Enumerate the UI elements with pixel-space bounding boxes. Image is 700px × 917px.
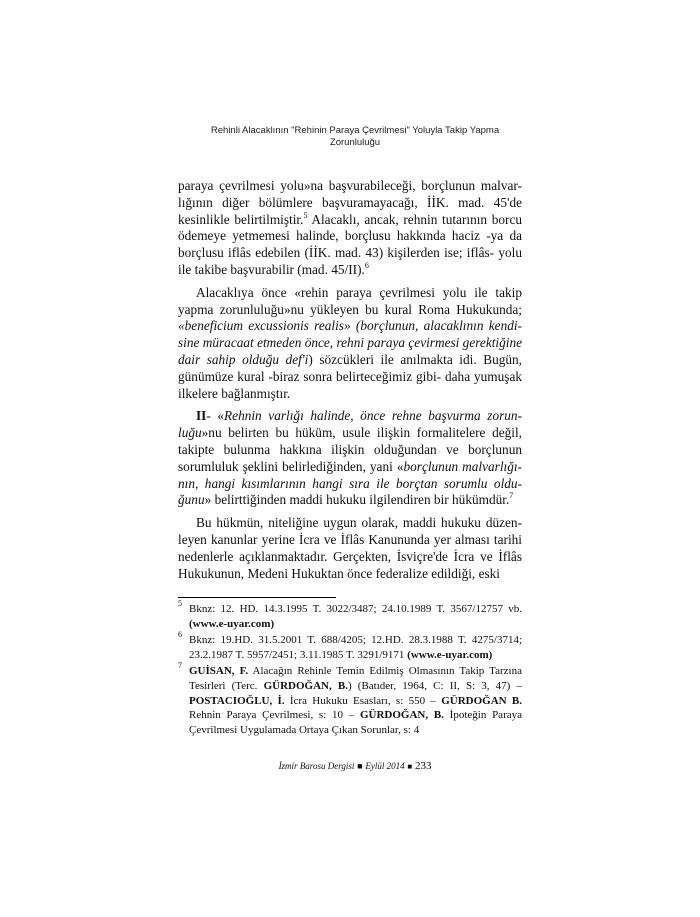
text-line xyxy=(189,679,522,694)
text-line xyxy=(178,566,522,583)
footnote-number: 6 xyxy=(178,630,182,640)
text-span: Rehnin varlığı halinde, önce rehne başvurma zorun- xyxy=(224,408,523,424)
text-span: ) (Batıder, 1964, C: II, S: 3, 47) – xyxy=(347,679,522,692)
text-span: GÜRDOĞAN, B. xyxy=(263,679,348,692)
text-span: Rehnin Paraya Çevrilmesi, s: 10 – xyxy=(189,709,360,722)
bullet: ■ xyxy=(407,762,413,771)
text-line xyxy=(189,694,522,709)
text-line xyxy=(178,425,522,442)
text-span: yapma zorunluluğu»nu yükleyen bu kural Roma Hukukunda; xyxy=(178,301,522,317)
footnotes xyxy=(178,599,522,739)
text-line xyxy=(189,723,522,738)
text-span: günümüze kural -biraz sonra belirteceğimiz gibi- daha yumuşak xyxy=(178,368,522,384)
text-line xyxy=(178,285,522,302)
text-span: Tesirleri (Terc. xyxy=(189,679,264,692)
text-span: GÜRDOĞAN, B. xyxy=(359,709,444,722)
text-span: Çevrilmesi Uygulamada Ortaya Çıkan Sorunlar, s: 4 xyxy=(189,723,420,736)
header-line-1: Rehinli Alacaklının "Rehinin Paraya Çevrilmesi" Yoluyla Takip Yapma xyxy=(210,125,500,136)
bullet: ■ xyxy=(357,761,363,771)
issue-date: Eylül 2014 xyxy=(365,761,405,771)
text-line xyxy=(178,212,522,229)
footnote-ref: 5 xyxy=(303,210,308,220)
text-span: Alacağın Rehinle Temin Edilmiş Olmasının Takip Tarzına xyxy=(248,665,522,678)
page-number: 233 xyxy=(414,760,432,772)
text-span: İcra Hukuku Esasları, s: 550 – xyxy=(284,694,442,707)
text-line xyxy=(178,178,522,195)
text-span: »nu belirten bu hüküm, usule ilişkin formalitelere değil, xyxy=(201,425,522,441)
footnote-ref: 7 xyxy=(509,491,514,501)
paragraph xyxy=(178,515,522,582)
text-line xyxy=(178,549,522,566)
footnote-ref: 6 xyxy=(364,260,369,270)
body-text xyxy=(178,178,522,588)
text-span: 23.2.1987 T. 5957/2451; 3.11.1985 T. 3291/9171 xyxy=(189,648,408,661)
text-span: Alacaklıya önce «rehin paraya çevrilmesi yolu ile takip xyxy=(196,284,522,300)
text-span: Bu hükmün, niteliğine uygun olarak, maddi hukuku düzen- xyxy=(196,515,522,531)
text-span: borçlusu iflâs edebilen (İİK. mad. 43) kişilerden ise; iflâs- yolu xyxy=(178,245,522,261)
text-line xyxy=(178,245,522,262)
text-line xyxy=(178,302,522,319)
text-span: kesinlikle belirtilmiştir. xyxy=(178,211,304,227)
text-span: II xyxy=(196,408,207,424)
text-span: nedenlerle açıklanmaktadır. Gerçekten, İsviçre'de İcra ve İflâs xyxy=(178,548,522,564)
text-line xyxy=(189,602,522,617)
text-line xyxy=(178,476,522,493)
text-span: «beneficium excussionis realis» (borçlunun, alacaklının kendi- xyxy=(178,318,522,334)
footnote xyxy=(178,599,522,631)
footnote xyxy=(178,630,522,662)
text-line xyxy=(178,459,522,476)
text-line xyxy=(178,532,522,549)
text-span: (www.e-uyar.com) xyxy=(189,617,275,630)
text-line xyxy=(189,617,522,632)
journal-name: İzmir Barosu Dergisi xyxy=(278,761,355,771)
page-footer xyxy=(170,760,540,772)
text-span: ödemeye yetmemesi halinde, borçlusu hakkında haciz -ya da xyxy=(178,228,522,244)
text-span: paraya çevrilmesi yolu»na başvurabileceği, borçlunun malvar- xyxy=(178,178,522,193)
text-line xyxy=(178,318,522,335)
text-line xyxy=(178,369,522,386)
header-line-2: Zorunluluğu xyxy=(329,137,381,148)
text-span: sorumluluk şeklini belirlediğinden, yani « xyxy=(178,458,404,474)
text-span: Alacaklı, ancak, rehnin tutarının borcu xyxy=(307,211,523,227)
text-line xyxy=(178,352,522,369)
text-span: lığının diğer bölümlere başvuramayacağı, İİK. mad. 45'de xyxy=(178,194,522,210)
text-span: borçlunun malvarlığı- xyxy=(403,458,522,474)
text-span: İpoteğin Paraya xyxy=(443,709,522,722)
text-span: ilkelere bağlanmıştır. xyxy=(178,385,291,401)
text-span: » belirttiğinden maddi hukuku ilgilendiren bir hükümdür. xyxy=(204,492,510,508)
text-span: POSTACIOĞLU, İ. xyxy=(189,694,285,707)
text-line xyxy=(178,442,522,459)
text-span: sine müracaat etmeden önce, rehni paraya çevirmesi gerektiğine xyxy=(178,335,522,351)
footnote-number: 5 xyxy=(178,599,182,608)
text-line xyxy=(178,262,522,279)
text-span: - « xyxy=(206,408,225,424)
text-span: nın, hangi kısımlarının hangi sıra ile borçtan sorumlu oldu- xyxy=(178,475,522,491)
text-span: luğu xyxy=(178,425,202,441)
text-line xyxy=(178,515,522,532)
footnote-number: 7 xyxy=(178,661,182,671)
text-span: Hukukunun, Medeni Hukuktan önce federalize edildiği, eski xyxy=(178,565,500,581)
text-span: GUİSAN, F. xyxy=(189,665,249,678)
text-span: leyen kanunlar yerine İcra ve İflâs Kanununda yer alması tarihi xyxy=(178,531,522,547)
text-line xyxy=(189,708,522,723)
paragraph xyxy=(178,408,522,509)
text-span: ğunu xyxy=(178,492,205,508)
text-span: Bknz: 12. HD. 14.3.1995 T. 3022/3487; 24.10.1989 T. 3567/12757 vb. xyxy=(189,603,522,615)
text-line xyxy=(189,633,522,648)
footnote-divider xyxy=(178,597,336,598)
text-span: dair sahip olduğu def'i xyxy=(178,351,309,367)
paragraph xyxy=(178,285,522,403)
text-line xyxy=(189,648,522,663)
text-span: ile takibe başvurabilir (mad. 45/II). xyxy=(178,261,365,277)
footnote xyxy=(178,661,522,737)
text-span: GÜRDOĞAN B. xyxy=(441,694,522,707)
text-line xyxy=(178,228,522,245)
running-header xyxy=(170,125,540,149)
text-span: takipte bulunma hakkına ilişkin olduğundan ve borçlunun xyxy=(178,441,522,457)
text-span: ) sözcükleri ile anılmakta idi. Bugün, xyxy=(308,351,523,367)
text-line xyxy=(178,408,522,425)
text-line xyxy=(189,664,522,679)
text-span: Bknz: 19.HD. 31.5.2001 T. 688/4205; 12.HD. 28.3.1988 T. 4275/3714; xyxy=(189,634,522,647)
text-line xyxy=(178,492,522,509)
text-line xyxy=(178,335,522,352)
text-line xyxy=(178,386,522,403)
text-span: (www.e-uyar.com) xyxy=(407,648,493,661)
text-line xyxy=(178,195,522,212)
paragraph xyxy=(178,178,522,279)
